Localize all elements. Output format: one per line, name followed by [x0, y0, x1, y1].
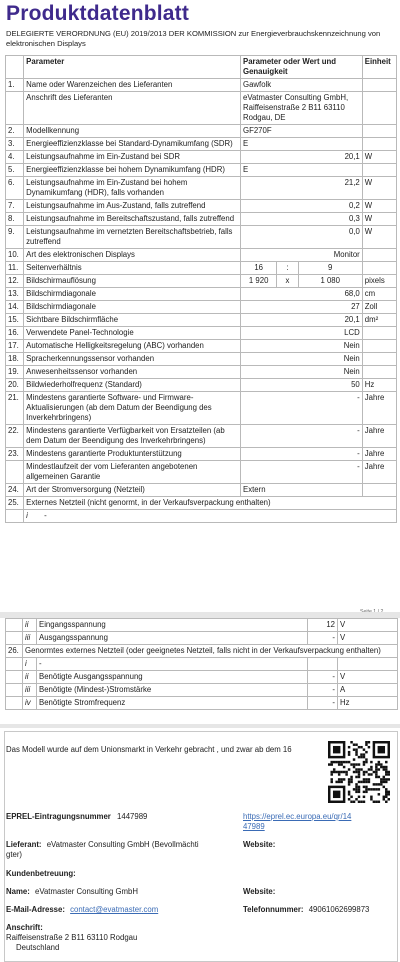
- row-number: 4.: [6, 151, 24, 164]
- row-number: 20.: [6, 379, 24, 392]
- row-unit: [362, 327, 396, 340]
- row-number: [6, 671, 23, 684]
- table-row: [6, 484, 397, 497]
- row-value: Nein: [241, 353, 363, 366]
- row-value: 0,0: [241, 226, 363, 249]
- row-value-sep: x: [277, 275, 298, 288]
- row-unit: [362, 138, 396, 151]
- row-value: Nein: [241, 366, 363, 379]
- subitem-unit: Hz: [338, 697, 398, 710]
- address-line-2: Deutschland: [16, 943, 60, 952]
- row-parameter: Mindestens garantierte Software- und Firmware-Aktualisierungen (ab dem Datum der Beendigung des Inverkehrbringens): [24, 392, 241, 425]
- row-parameter: Bildschirmauflösung: [24, 275, 241, 288]
- row-unit: [362, 164, 396, 177]
- header-value: Parameter oder Wert und Genauigkeit: [241, 56, 363, 79]
- row-unit: pixels: [362, 275, 396, 288]
- row-number: 14.: [6, 301, 24, 314]
- row-parameter: Modellkennung: [24, 125, 241, 138]
- row-number: 18.: [6, 353, 24, 366]
- row-number: 3.: [6, 138, 24, 151]
- row-parameter: Automatische Helligkeitsregelung (ABC) vorhanden: [24, 340, 241, 353]
- table-row: [6, 353, 397, 366]
- table-row: [6, 262, 397, 275]
- row-unit: [362, 484, 396, 497]
- row-number: 22.: [6, 425, 24, 448]
- row-value-sep: :: [277, 262, 298, 275]
- row-unit: [362, 125, 396, 138]
- row-number: 8.: [6, 213, 24, 226]
- row-value: E: [241, 164, 363, 177]
- row-unit: [362, 92, 396, 125]
- table-row: [6, 392, 397, 425]
- row-parameter: Anschrift des Lieferanten: [24, 92, 241, 125]
- row-unit: [362, 353, 396, 366]
- row-number: [6, 684, 23, 697]
- header-unit: Einheit: [362, 56, 396, 79]
- row-value: 20,1: [241, 314, 363, 327]
- customer-service-label: Kundenbetreuung:: [6, 869, 76, 878]
- row-number: 26.: [6, 645, 23, 658]
- row-number: 17.: [6, 340, 24, 353]
- subitem-index: iv: [23, 697, 37, 710]
- table-row: [6, 288, 397, 301]
- table-row: [6, 125, 397, 138]
- subitem-value: -: [308, 671, 338, 684]
- table-row: [6, 697, 398, 710]
- row-unit: cm: [362, 288, 396, 301]
- row-value: 27: [241, 301, 363, 314]
- row-value: 20,1: [241, 151, 363, 164]
- subitem-value: -: [308, 697, 338, 710]
- row-number: 15.: [6, 314, 24, 327]
- subitem-parameter: Eingangsspannung: [37, 619, 308, 632]
- row-value: Extern: [241, 484, 363, 497]
- row-value: -: [241, 461, 363, 484]
- name-value: eVatmaster Consulting GmbH: [35, 887, 139, 896]
- row-parameter: Verwendete Panel-Technologie: [24, 327, 241, 340]
- address-label: Anschrift:: [6, 923, 43, 932]
- row-parameter: Bildschirmdiagonale: [24, 301, 241, 314]
- table-row: [6, 632, 398, 645]
- row-parameter: Leistungsaufnahme im Ein-Zustand bei hohem Dynamikumfang (HDR), falls vorhanden: [24, 177, 241, 200]
- row-parameter: Mindestlaufzeit der vom Lieferanten angebotenen allgemeinen Garantie: [24, 461, 241, 484]
- row-unit: Zoll: [362, 301, 396, 314]
- row-number: 9.: [6, 226, 24, 249]
- qr-code-icon[interactable]: [328, 741, 390, 803]
- email-label: E-Mail-Adresse:: [6, 905, 65, 914]
- subitem-index: iii: [23, 632, 37, 645]
- table-row: [6, 314, 397, 327]
- row-value: 0,3: [241, 213, 363, 226]
- eprel-link[interactable]: https://eprel.ec.europa.eu/qr/14 47989: [243, 812, 352, 831]
- subitem-index: i: [23, 658, 37, 671]
- table-row: [6, 138, 397, 151]
- row-value: Monitor: [241, 249, 363, 262]
- row-unit: W: [362, 177, 396, 200]
- subitem-value: -: [44, 511, 47, 520]
- table-row: [6, 379, 397, 392]
- row-number: 23.: [6, 448, 24, 461]
- supplier-value-cont: gter): [6, 850, 23, 859]
- phone-label: Telefonnummer:: [243, 905, 304, 914]
- row-parameter: Leistungsaufnahme im Ein-Zustand bei SDR: [24, 151, 241, 164]
- row-number: 6.: [6, 177, 24, 200]
- row-number: 11.: [6, 262, 24, 275]
- row-parameter: Leistungsaufnahme im Bereitschaftszustand, falls zutreffend: [24, 213, 241, 226]
- row-number: [6, 461, 24, 484]
- table-row: [6, 164, 397, 177]
- row-value: E: [241, 138, 363, 151]
- address-line-1: Raiffeisenstraße 2 B11 63110 Rodgau: [6, 933, 138, 942]
- subitem-parameter: Benötigte Stromfrequenz: [37, 697, 308, 710]
- row-value-b: 9: [298, 262, 362, 275]
- product-data-table-continued: [5, 618, 398, 710]
- row-number: 21.: [6, 392, 24, 425]
- row-parameter: Mindestens garantierte Produktunterstützung: [24, 448, 241, 461]
- row-number: [6, 510, 24, 523]
- table-row: [6, 497, 397, 510]
- row-parameter: Leistungsaufnahme im Aus-Zustand, falls zutreffend: [24, 200, 241, 213]
- regulation-subtitle: DELEGIERTE VERORDNUNG (EU) 2019/2013 DER KOMMISSION zur Energieverbrauchskennzeichnung von elektronischen Displays: [6, 29, 381, 48]
- row-value: -: [241, 392, 363, 425]
- row-unit: Jahre: [362, 461, 396, 484]
- subitem-unit: V: [338, 619, 398, 632]
- table-row: [6, 301, 397, 314]
- subitem-parameter: Benötigte (Mindest-)Stromstärke: [37, 684, 308, 697]
- website2-label: Website:: [243, 887, 276, 896]
- table-row: [6, 461, 397, 484]
- row-value-a: 16: [241, 262, 277, 275]
- row-number: 19.: [6, 366, 24, 379]
- row-value-a: 1 920: [241, 275, 277, 288]
- row-parameter: Genormtes externes Netzteil (oder geeignetes Netzteil, falls nicht in der Verkaufsverpackung enthalten): [23, 645, 398, 658]
- subitem-unit: V: [338, 632, 398, 645]
- subitem-value: 12: [308, 619, 338, 632]
- row-parameter: Bildschirmdiagonale: [24, 288, 241, 301]
- row-parameter: Mindestens garantierte Verfügbarkeit von Ersatzteilen (ab dem Datum der Beendigung des Inverkehrbringens): [24, 425, 241, 448]
- table-row: [6, 275, 397, 288]
- subitem-value: -: [308, 684, 338, 697]
- eprel-label: EPREL-Eintragungsnummer: [6, 812, 111, 821]
- subitem-unit: V: [338, 671, 398, 684]
- row-number: [6, 92, 24, 125]
- row-value-b: 1 080: [298, 275, 362, 288]
- row-unit: W: [362, 213, 396, 226]
- row-number: 10.: [6, 249, 24, 262]
- website-label: Website:: [243, 840, 276, 849]
- subitem-parameter: Benötigte Ausgangsspannung: [37, 671, 308, 684]
- row-number: 7.: [6, 200, 24, 213]
- subitem-unit: [338, 658, 398, 671]
- row-unit: W: [362, 226, 396, 249]
- table-header-row: [6, 56, 397, 79]
- row-unit: [362, 79, 396, 92]
- row-parameter: Bildwiederholfrequenz (Standard): [24, 379, 241, 392]
- row-number: 13.: [6, 288, 24, 301]
- row-parameter: Externes Netzteil (nicht genormt, in der Verkaufsverpackung enthalten): [24, 497, 397, 510]
- supplier-label: Lieferant:: [6, 840, 42, 849]
- row-subitem: [24, 510, 397, 523]
- row-parameter: Energieeffizienzklasse bei hohem Dynamikumfang (HDR): [24, 164, 241, 177]
- subitem-index: ii: [23, 619, 37, 632]
- row-value: -: [241, 425, 363, 448]
- row-unit: [362, 366, 396, 379]
- row-unit: [362, 340, 396, 353]
- table-row: [6, 340, 397, 353]
- row-unit: Jahre: [362, 392, 396, 425]
- header-parameter: Parameter: [24, 56, 241, 79]
- header-num: [6, 56, 24, 79]
- row-unit: W: [362, 200, 396, 213]
- row-value: GF270F: [241, 125, 363, 138]
- subitem-parameter: -: [37, 658, 308, 671]
- table-row: [6, 226, 397, 249]
- row-parameter: Sichtbare Bildschirmfläche: [24, 314, 241, 327]
- table-row: [6, 79, 397, 92]
- table-row: [6, 327, 397, 340]
- row-unit: dm²: [362, 314, 396, 327]
- row-parameter: Art des elektronischen Displays: [24, 249, 241, 262]
- row-number: [6, 697, 23, 710]
- row-unit: Jahre: [362, 425, 396, 448]
- subitem-parameter: Ausgangsspannung: [37, 632, 308, 645]
- row-unit: Jahre: [362, 448, 396, 461]
- table-row: [6, 671, 398, 684]
- table-row: [6, 684, 398, 697]
- supplier-value: eVatmaster Consulting GmbH (Bevollmächti: [46, 840, 199, 849]
- table-row: [6, 366, 397, 379]
- phone-value: 49061062699873: [308, 905, 370, 914]
- row-unit: [362, 249, 396, 262]
- table-row: [6, 92, 397, 125]
- page-title: Produktdatenblatt: [6, 2, 190, 25]
- table-row: [6, 645, 398, 658]
- table-row: [6, 213, 397, 226]
- row-parameter: Anwesenheitssensor vorhanden: [24, 366, 241, 379]
- subitem-index: iii: [23, 684, 37, 697]
- table-row: [6, 619, 398, 632]
- row-number: 2.: [6, 125, 24, 138]
- row-value: Nein: [241, 340, 363, 353]
- row-unit: [362, 262, 396, 275]
- row-number: 24.: [6, 484, 24, 497]
- row-parameter: Spracherkennungssensor vorhanden: [24, 353, 241, 366]
- row-parameter: Energieeffizienzklasse bei Standard-Dynamikumfang (SDR): [24, 138, 241, 151]
- row-parameter: Art der Stromversorgung (Netzteil): [24, 484, 241, 497]
- row-parameter: Name oder Warenzeichen des Lieferanten: [24, 79, 241, 92]
- table-row: [6, 177, 397, 200]
- row-value: -: [241, 448, 363, 461]
- email-link[interactable]: contact@evatmaster.com: [70, 905, 159, 914]
- row-value: 68,0: [241, 288, 363, 301]
- subitem-value: [308, 658, 338, 671]
- row-number: [6, 632, 23, 645]
- row-number: 25.: [6, 497, 24, 510]
- row-value: 50: [241, 379, 363, 392]
- row-unit: W: [362, 151, 396, 164]
- row-value: eVatmaster Consulting GmbH, Raiffeisenstraße 2 B11 63110 Rodgau, DE: [241, 92, 363, 125]
- table-row: [6, 200, 397, 213]
- row-parameter: Leistungsaufnahme im vernetzten Bereitschaftsbetrieb, falls zutreffend: [24, 226, 241, 249]
- row-number: 1.: [6, 79, 24, 92]
- row-value: 21,2: [241, 177, 363, 200]
- table-row: [6, 658, 398, 671]
- row-number: [6, 619, 23, 632]
- product-data-table: [5, 55, 397, 523]
- row-number: 16.: [6, 327, 24, 340]
- row-value: LCD: [241, 327, 363, 340]
- table-row: [6, 151, 397, 164]
- table-row: [6, 249, 397, 262]
- market-text: Das Modell wurde auf dem Unionsmarkt in Verkehr gebracht , und zwar ab dem 16: [6, 745, 292, 754]
- subitem-unit: A: [338, 684, 398, 697]
- section-divider: [0, 724, 400, 728]
- eprel-value: 1447989: [117, 812, 148, 821]
- row-value: Gawfolk: [241, 79, 363, 92]
- subitem-index: i: [26, 511, 28, 520]
- table-row: [6, 510, 397, 523]
- table-row: [6, 425, 397, 448]
- table-row: [6, 448, 397, 461]
- row-number: [6, 658, 23, 671]
- subitem-value: -: [308, 632, 338, 645]
- row-number: 5.: [6, 164, 24, 177]
- name-label: Name:: [6, 887, 30, 896]
- row-value: 0,2: [241, 200, 363, 213]
- subitem-index: ii: [23, 671, 37, 684]
- row-unit: Hz: [362, 379, 396, 392]
- row-parameter: Seitenverhältnis: [24, 262, 241, 275]
- row-number: 12.: [6, 275, 24, 288]
